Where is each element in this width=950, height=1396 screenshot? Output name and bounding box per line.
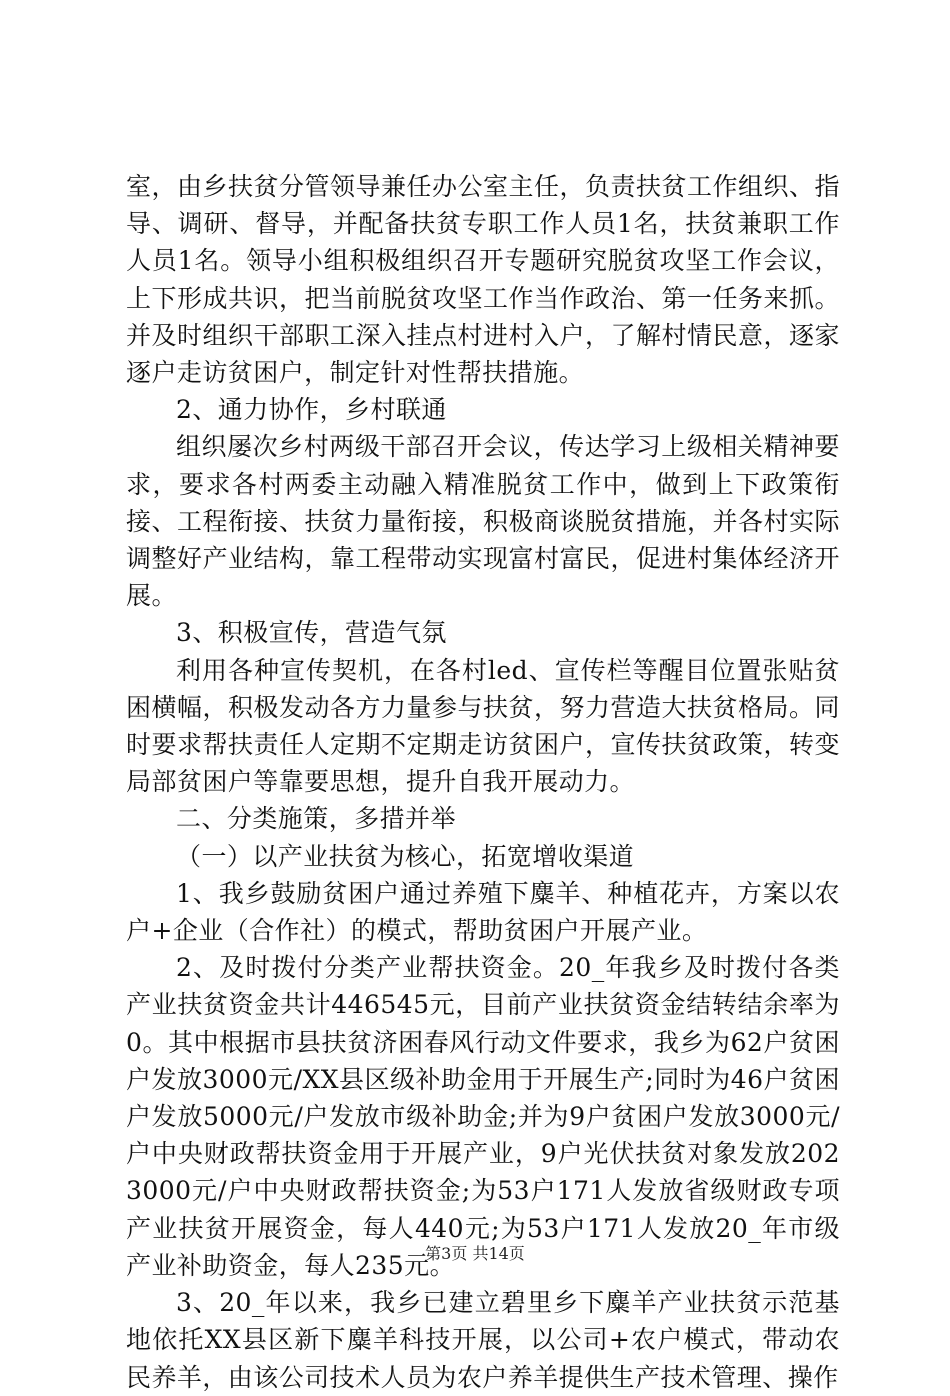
heading-publicity: 3、积极宣传，营造气氛	[176, 618, 447, 648]
paragraph-publicity: 利用各种宣传契机，在各村led、宣传栏等醒目位置张贴贫困横幅，积极发动各方力量参与扶贫，努力营造大扶贫格局。同时要求帮扶责任人定期不定期走访贫困户，宣传扶贫政策，转变局部贫困户等靠要思想，提升自我开展动力。	[126, 655, 840, 797]
document-body	[126, 168, 840, 1396]
paragraph-item-2: 2、及时拨付分类产业帮扶资金。20_年我乡及时拨付各类产业扶贫资金共计446545元，目前产业扶贫资金结转结余率为0。其中根据市县扶贫济困春风行动文件要求，我乡为62户贫困户发放3000元/XX县区级补助金用于开展生产;同时为46户贫困户发放5000元/户发放市级补助金;并为9户贫困户发放3000元/户中央财政帮扶资金用于开展产业，9户光伏扶贫对象发放2023000元/户中央财政帮扶资金;为53户171人发放省级财政专项产业扶贫开展资金，每人440元;为53户171人发放20_年市级产业补助资金，每人235元。	[126, 953, 840, 1280]
subsection-heading-industry: （一）以产业扶贫为核心，拓宽增收渠道	[176, 841, 635, 871]
page-footer: 第3页 共14页	[425, 1244, 525, 1263]
heading-cooperation: 2、通力协作，乡村联通	[176, 395, 447, 425]
paragraph-item-1: 1、我乡鼓励贫困户通过养殖下麋羊、种植花卉，方案以农户+企业（合作社）的模式，帮助贫困户开展产业。	[126, 878, 840, 946]
paragraph-continuation: 室，由乡扶贫分管领导兼任办公室主任，负责扶贫工作组织、指导、调研、督导，并配备扶贫专职工作人员1名，扶贫兼职工作人员1名。领导小组积极组织召开专题研究脱贫攻坚工作会议，上下形成共识，把当前脱贫攻坚工作当作政治、第一任务来抓。并及时组织干部职工深入挂点村进村入户，了解村情民意，逐家逐户走访贫困户，制定针对性帮扶措施。	[126, 172, 840, 388]
paragraph-item-3: 3、20_年以来，我乡已建立碧里乡下麋羊产业扶贫示范基地依托XX县区新下麋羊科技开展，以公司+农户模式，带动农民养羊，由该公司技术人员为农户养羊提供生产技术管理、操作	[126, 1288, 840, 1392]
paragraph-cooperation: 组织屡次乡村两级干部召开会议，传达学习上级相关精神要求，要求各村两委主动融入精准脱贫工作中，做到上下政策衔接、工程衔接、扶贫力量衔接，积极商谈脱贫措施，并各村实际调整好产业结构，靠工程带动实现富村富民，促进村集体经济开展。	[126, 432, 840, 611]
section-heading-measures: 二、分类施策，多措并举	[176, 804, 456, 834]
